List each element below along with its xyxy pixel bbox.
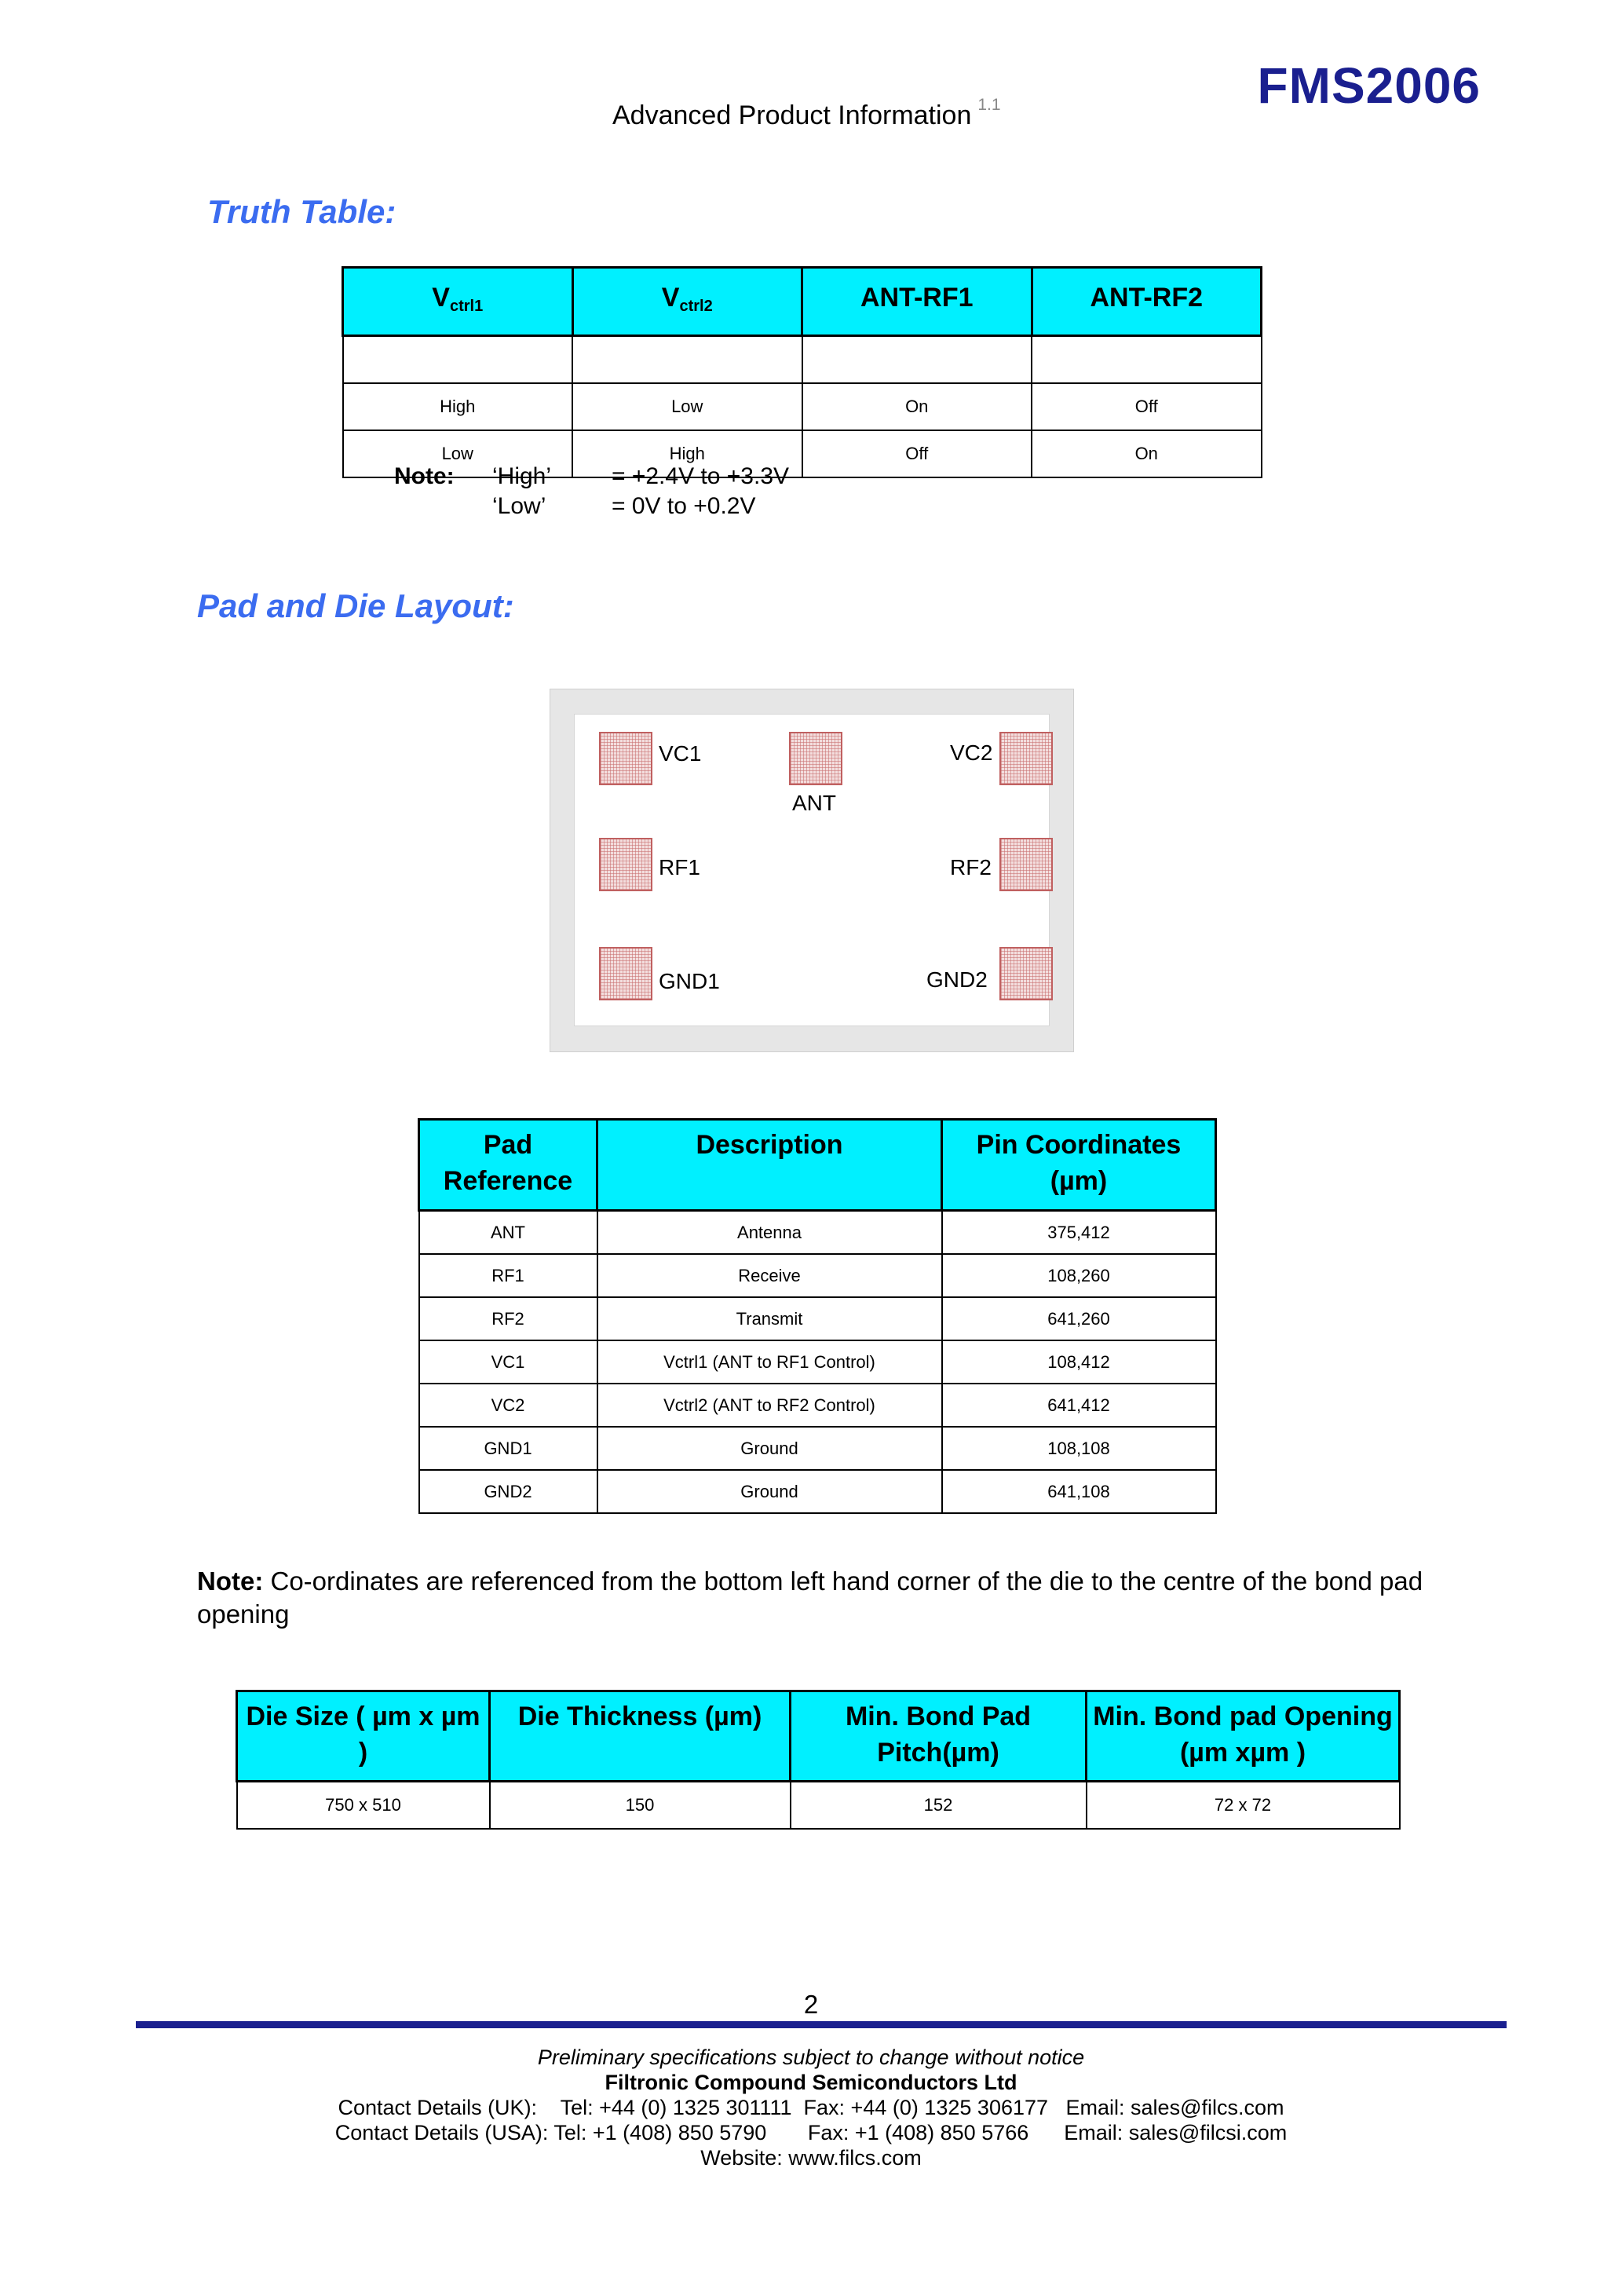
table-cell: Vctrl1 (ANT to RF1 Control) xyxy=(597,1340,942,1384)
table-cell: VC1 xyxy=(419,1340,597,1384)
header-bond-pad-opening: Min. Bond pad Opening (µm xµm ) xyxy=(1087,1691,1400,1782)
table-cell: On xyxy=(1032,430,1262,477)
truth-table-header xyxy=(343,268,1262,336)
pad-label-gnd1: GND1 xyxy=(659,969,720,993)
die-area xyxy=(574,714,1050,1026)
header-version: 1.1 xyxy=(977,96,1001,114)
table-row xyxy=(419,1254,1216,1297)
header-title: Advanced Product Information xyxy=(612,101,972,130)
table-row xyxy=(419,1297,1216,1340)
header-die-thickness: Die Thickness (µm) xyxy=(490,1691,791,1782)
table-cell: VC2 xyxy=(419,1384,597,1427)
coordinate-note-text: Co-ordinates are referenced from the bottom left hand corner of the die to the centre of the bond pad opening xyxy=(197,1567,1423,1629)
pad-gnd2 xyxy=(999,947,1053,1000)
table-cell: 152 xyxy=(791,1782,1087,1830)
note-term-low: ‘Low’ xyxy=(492,493,546,519)
pad-label-gnd2: GND2 xyxy=(926,967,988,992)
pad-ant xyxy=(789,732,842,785)
note-label: Note: xyxy=(394,463,455,489)
table-cell: 641,108 xyxy=(942,1470,1216,1513)
pad-label-rf1: RF1 xyxy=(659,855,700,879)
table-row xyxy=(419,1470,1216,1513)
pad-gnd1 xyxy=(599,947,652,1000)
table-cell: Ground xyxy=(597,1427,942,1470)
pad-rf2 xyxy=(999,838,1053,891)
header-description: Description xyxy=(597,1120,942,1211)
table-row xyxy=(419,1211,1216,1255)
coordinate-note-label: Note: xyxy=(197,1567,264,1596)
footer-contact-usa: Contact Details (USA): Tel: +1 (408) 850 5790 Fax: +1 (408) 850 5766 Email: sales@filcsi.com xyxy=(334,2121,1288,2144)
footer-contact-uk: Contact Details (UK): Tel: +44 (0) 1325 301111 Fax: +44 (0) 1325 306177 Email: sales@filcs.com xyxy=(338,2096,1284,2119)
part-number: FMS2006 xyxy=(1257,57,1481,114)
table-row xyxy=(237,1782,1400,1830)
footer-website: Website: www.filcs.com xyxy=(700,2146,922,2170)
header-pad-reference: Pad Reference xyxy=(419,1120,597,1211)
table-row xyxy=(419,1340,1216,1384)
table-cell: 108,108 xyxy=(942,1427,1216,1470)
page-number: 2 xyxy=(803,1990,819,2019)
die-size-table xyxy=(236,1690,1401,1830)
header-die-size: Die Size ( µm x µm ) xyxy=(237,1691,490,1782)
header-vctrl2: $V_{ctrl2}$ xyxy=(572,268,802,336)
note-value-low: = 0V to +0.2V xyxy=(612,493,756,519)
table-cell: Vctrl2 (ANT to RF2 Control) xyxy=(597,1384,942,1427)
table-cell: High xyxy=(343,383,573,430)
table-cell: Receive xyxy=(597,1254,942,1297)
header-vctrl1: $V_{ctrl1}$ xyxy=(343,268,573,336)
header-pin-coordinates: Pin Coordinates (µm) xyxy=(942,1120,1216,1211)
header-ant-rf2: ANT-RF2 xyxy=(1032,268,1262,336)
table-cell: Low xyxy=(343,430,573,477)
pad-table-header xyxy=(419,1120,1216,1211)
header-ant-rf1: ANT-RF1 xyxy=(802,268,1032,336)
table-cell: On xyxy=(802,383,1032,430)
header-info xyxy=(612,96,1001,131)
table-cell: 641,412 xyxy=(942,1384,1216,1427)
truth-table-title: Truth Table: xyxy=(207,193,396,230)
pad-layout-title: Pad and Die Layout: xyxy=(197,587,514,624)
footer-company: Filtronic Compound Semiconductors Ltd xyxy=(605,2071,1017,2094)
pad-vc2 xyxy=(999,732,1053,785)
table-cell: RF1 xyxy=(419,1254,597,1297)
table-cell: 108,260 xyxy=(942,1254,1216,1297)
table-cell: ANT xyxy=(419,1211,597,1255)
pad-vc1 xyxy=(599,732,652,785)
truth-table xyxy=(342,266,1262,478)
die-layout-diagram xyxy=(550,689,1074,1052)
footer-disclaimer: Preliminary specifications subject to change without notice xyxy=(537,2046,1085,2069)
table-cell: 72 x 72 xyxy=(1087,1782,1400,1830)
table-cell: GND1 xyxy=(419,1427,597,1470)
table-row xyxy=(343,430,1262,477)
pad-label-vc1: VC1 xyxy=(659,741,702,766)
note-term-high: ‘High’ xyxy=(492,463,552,489)
table-cell: High xyxy=(572,430,802,477)
table-row xyxy=(419,1384,1216,1427)
note-value-high: = +2.4V to +3.3V xyxy=(612,463,790,489)
table-cell: 375,412 xyxy=(942,1211,1216,1255)
table-row xyxy=(343,383,1262,430)
table-cell: Off xyxy=(1032,383,1262,430)
table-cell: Off xyxy=(802,430,1032,477)
die-table-header xyxy=(237,1691,1400,1782)
pad-label-ant: ANT xyxy=(792,791,836,815)
header-bond-pad-pitch: Min. Bond Pad Pitch(µm) xyxy=(791,1691,1087,1782)
table-cell: Transmit xyxy=(597,1297,942,1340)
table-cell: 150 xyxy=(490,1782,791,1830)
table-cell: GND2 xyxy=(419,1470,597,1513)
table-cell: 750 x 510 xyxy=(237,1782,490,1830)
pad-label-vc2: VC2 xyxy=(950,740,993,765)
table-row xyxy=(419,1427,1216,1470)
coordinate-note xyxy=(197,1565,1453,1631)
table-cell: 641,260 xyxy=(942,1297,1216,1340)
pad-rf1 xyxy=(599,838,652,891)
table-cell: Antenna xyxy=(597,1211,942,1255)
pad-coordinates-table xyxy=(418,1118,1217,1514)
table-cell: Ground xyxy=(597,1470,942,1513)
pad-label-rf2: RF2 xyxy=(950,855,992,879)
table-cell: RF2 xyxy=(419,1297,597,1340)
table-cell: 108,412 xyxy=(942,1340,1216,1384)
footer xyxy=(0,2045,1622,2170)
table-cell: Low xyxy=(572,383,802,430)
footer-divider xyxy=(136,2021,1507,2028)
